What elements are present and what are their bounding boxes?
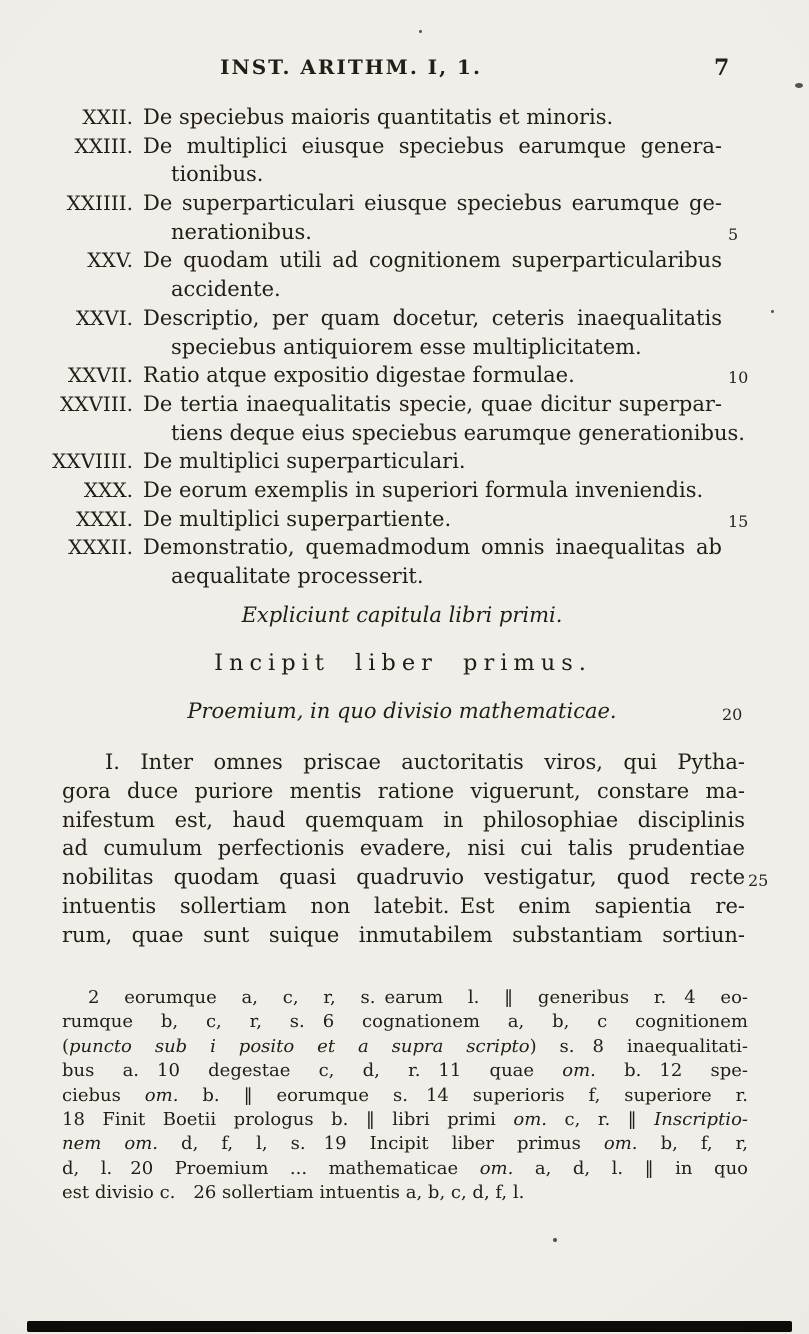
toc-row: [45, 218, 739, 247]
incipit-heading: Incipit liber primus.: [214, 650, 592, 676]
running-title: INST. ARITHM. I, 1.: [220, 55, 482, 79]
apparatus-segment: ) s. 8 inaequalitati-: [529, 1035, 748, 1057]
apparatus-segment: Inscriptio-: [654, 1108, 748, 1130]
toc-chapter-title: De quodam utili ad cognitionem superparticularibus: [143, 248, 722, 273]
toc-row: [45, 333, 722, 362]
toc-chapter-numeral: XXIII.: [74, 133, 133, 158]
apparatus-segment: b. 12 spe-: [595, 1060, 748, 1082]
margin-line-number: 5: [728, 224, 739, 244]
body-text-line: nifestum est, haud quemquam in philosophiae disciplinis: [62, 807, 745, 832]
toc-chapter-numeral: [45, 333, 133, 362]
toc-row: [45, 447, 722, 476]
toc-chapter-numeral: [45, 419, 133, 448]
running-header: [0, 55, 809, 83]
apparatus-line: [62, 1181, 748, 1205]
toc-chapter-numeral: XXII.: [82, 105, 133, 129]
toc-row: [45, 476, 722, 505]
apparatus-segment: (: [62, 1035, 70, 1057]
apparatus-line: [62, 1059, 748, 1083]
apparatus-segment: b, f, r,: [637, 1133, 749, 1155]
apparatus-segment: d, f, l, s. 19 Incipit liber primus: [158, 1133, 604, 1155]
toc-row: [45, 132, 722, 161]
toc-chapter-numeral: XXXI.: [76, 506, 133, 531]
margin-line-number: 20: [722, 705, 743, 724]
toc-row: [45, 361, 749, 390]
body-text-line: ad cumulum perfectionis evadere, nisi cui talis prudentiae: [62, 836, 745, 861]
margin-line-number: 25: [748, 871, 769, 891]
apparatus-segment: a, d, l. ‖ in quo: [513, 1157, 749, 1179]
toc-chapter-title: nerationibus.: [171, 219, 312, 244]
toc-row: [45, 189, 722, 218]
toc-chapter-numeral: [45, 562, 133, 591]
toc-row: [45, 533, 722, 562]
toc-chapter-title: accidente.: [171, 277, 281, 302]
toc-chapter-title: Descriptio, per quam docetur, ceteris inaequalitatis: [143, 305, 722, 330]
margin-line-number: 15: [728, 511, 749, 531]
scan-speck: [553, 1238, 557, 1242]
toc-row: [45, 390, 722, 419]
toc-chapter-title: tiens deque eius speciebus earumque generationibus.: [171, 420, 745, 445]
apparatus-segment: bus a. 10 degestae c, d, r. 11 quae: [62, 1060, 563, 1082]
body-text-line: intuentis sollertiam non latebit. Est enim sapientia re-: [62, 893, 745, 918]
apparatus-segment: b. ‖ eorumque s. 14 superioris f, superiore r.: [178, 1084, 748, 1106]
toc-row: [45, 103, 722, 132]
apparatus-line: [62, 1108, 748, 1132]
toc-chapter-title: tionibus.: [171, 162, 264, 187]
apparatus-line: [62, 1035, 748, 1059]
apparatus-segment: om.: [513, 1108, 548, 1130]
toc-chapter-title: De superparticulari eiusque speciebus earumque ge-: [143, 191, 722, 216]
toc-row: [45, 160, 722, 189]
apparatus-segment: est divisio c. 26 sollertiam intuentis a, b, c, d, f, l.: [62, 1182, 525, 1204]
toc-chapter-title: aequalitate processerit.: [171, 564, 424, 588]
toc-chapter-numeral: XXVIIII.: [52, 449, 133, 474]
proemium-heading: Proemium, in quo divisio mathematicae.: [187, 699, 617, 723]
toc-chapter-numeral: [45, 160, 133, 189]
toc-row: [45, 419, 745, 448]
apparatus-segment: 2 eorumque a, c, r, s. earum l. ‖ generibus r. 4 eo-: [88, 987, 748, 1008]
apparatus-segment: d, l. 20 Proemium ... mathematicae: [62, 1157, 480, 1179]
apparatus-segment: nem om.: [62, 1133, 158, 1155]
toc-chapter-title: De eorum exemplis in superiori formula inveniendis.: [143, 477, 704, 502]
toc-chapter-numeral: XXXII.: [68, 535, 133, 560]
body-text-line: gora duce puriore mentis ratione viguerunt, constare ma-: [62, 778, 745, 803]
toc-chapter-numeral: XXX.: [83, 477, 133, 502]
scan-edge-bar: [27, 1321, 792, 1332]
scan-speck: [419, 30, 422, 33]
apparatus-line: [62, 1157, 748, 1181]
toc-row: [45, 304, 722, 333]
body-text-line: I. Inter omnes priscae auctoritatis viros, qui Pytha-: [105, 750, 745, 774]
toc-chapter-numeral: XXVII.: [67, 363, 133, 388]
apparatus-line: [62, 1010, 748, 1034]
apparatus-line: [62, 1132, 748, 1156]
apparatus-segment: om.: [144, 1084, 179, 1106]
body-text-line: nobilitas quodam quasi quadruvio vestigatur, quod recte 25: [62, 863, 745, 892]
toc-chapter-title: De multiplici superpartiente.: [143, 506, 452, 531]
toc-row: [45, 246, 722, 275]
toc-chapter-title: De multiplici superparticulari.: [143, 449, 466, 474]
toc-chapter-title: De speciebus maioris quantitatis et minoris.: [143, 105, 614, 129]
critical-apparatus: [62, 986, 748, 1206]
body-text-line: rum, quae sunt suique inmutabilem substantiam sortiun-: [62, 922, 745, 947]
toc-chapter-numeral: XXVIII.: [60, 391, 133, 416]
toc-chapter-numeral: [45, 218, 133, 247]
toc-chapter-title: De tertia inaequalitatis specie, quae dicitur superpar-: [143, 391, 722, 416]
apparatus-line: [62, 986, 748, 1010]
toc-row: [45, 275, 722, 304]
apparatus-segment: om.: [479, 1157, 514, 1179]
toc-chapter-numeral: XXV.: [87, 248, 133, 273]
toc-row: [45, 562, 722, 591]
scan-speck: [795, 83, 803, 88]
explicit-heading: Expliciunt capitula libri primi.: [241, 603, 563, 627]
toc-chapter-title: speciebus antiquiorem esse multiplicitatem.: [171, 334, 642, 359]
toc: [45, 103, 749, 591]
apparatus-segment: ciebus: [62, 1084, 145, 1106]
toc-chapter-numeral: XXIIII.: [66, 191, 133, 216]
toc-chapter-title: De multiplici eiusque speciebus earumque genera-: [143, 133, 722, 158]
scan-speck: [771, 310, 774, 313]
apparatus-segment: 18 Finit Boetii prologus b. ‖ libri primi: [62, 1108, 514, 1130]
toc-chapter-numeral: XXVI.: [75, 305, 133, 330]
body-paragraph: [62, 748, 769, 950]
apparatus-segment: om.: [562, 1060, 596, 1082]
margin-line-number: 10: [728, 368, 749, 388]
apparatus-line: [62, 1084, 748, 1108]
toc-row: [45, 505, 749, 534]
toc-chapter-title: Demonstratio, quemadmodum omnis inaequalitas ab: [143, 535, 722, 560]
apparatus-segment: om.: [603, 1133, 638, 1155]
toc-chapter-numeral: [45, 275, 133, 304]
apparatus-segment: rumque b, c, r, s. 6 cognationem a, b, c cognitionem: [62, 1011, 748, 1033]
apparatus-segment: puncto sub i posito et a supra scripto: [69, 1035, 530, 1057]
apparatus-segment: c, r. ‖: [547, 1108, 655, 1130]
toc-chapter-title: Ratio atque expositio digestae formulae.: [143, 363, 575, 388]
proemium-heading-row: [62, 697, 742, 727]
page-number: 7: [714, 55, 730, 81]
